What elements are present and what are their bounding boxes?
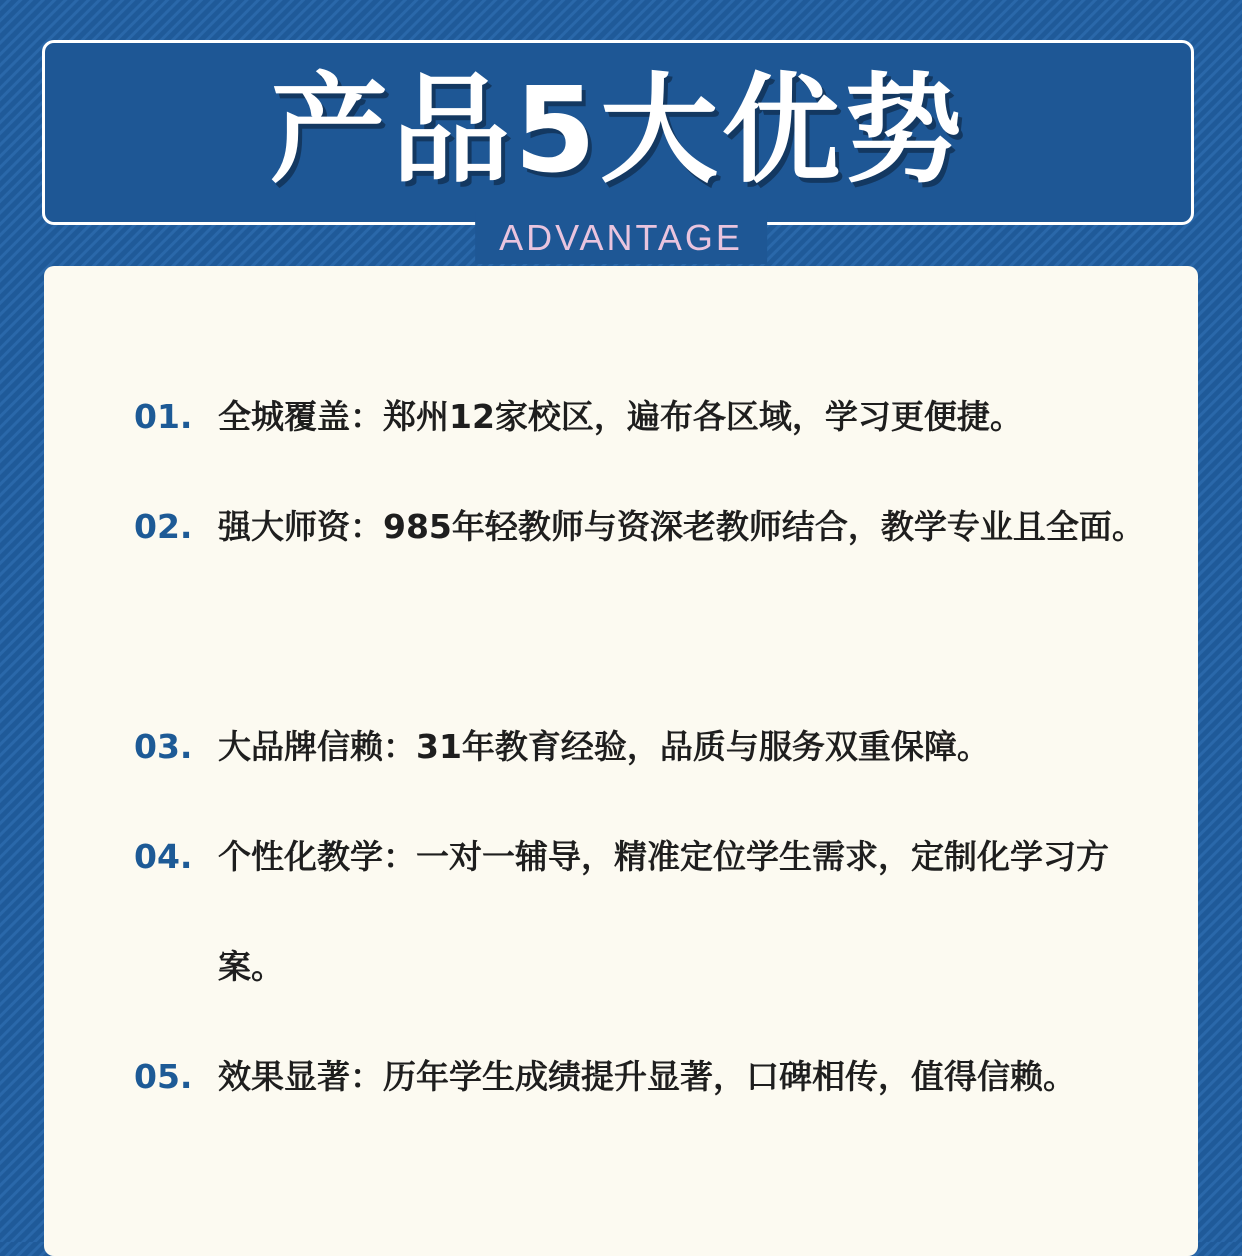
advantage-text: 效果显著：历年学生成绩提升显著，口碑相传，值得信赖。 — [218, 1057, 1076, 1096]
advantage-number: 05. — [134, 1057, 193, 1096]
advantage-text: 大品牌信赖：31年教育经验，品质与服务双重保障。 — [218, 727, 990, 766]
advantage-number: 01. — [134, 397, 193, 436]
advantage-text: 个性化教学：一对一辅导，精准定位学生需求，定制化学习方案。 — [218, 837, 1109, 986]
advantage-number: 02. — [134, 507, 193, 546]
advantage-text: 全城覆盖：郑州12家校区，遍布各区域，学习更便捷。 — [218, 397, 1023, 436]
advantage-text: 强大师资：985年轻教师与资深老教师结合，教学专业且全面。 — [218, 507, 1145, 546]
page-subtitle: ADVANTAGE — [475, 212, 767, 264]
advantages-card — [44, 266, 1198, 1256]
title-banner — [42, 40, 1194, 225]
advantage-number: 04. — [134, 837, 193, 876]
page-title: 产品5大优势 — [269, 61, 967, 199]
advantage-number: 03. — [134, 727, 193, 766]
